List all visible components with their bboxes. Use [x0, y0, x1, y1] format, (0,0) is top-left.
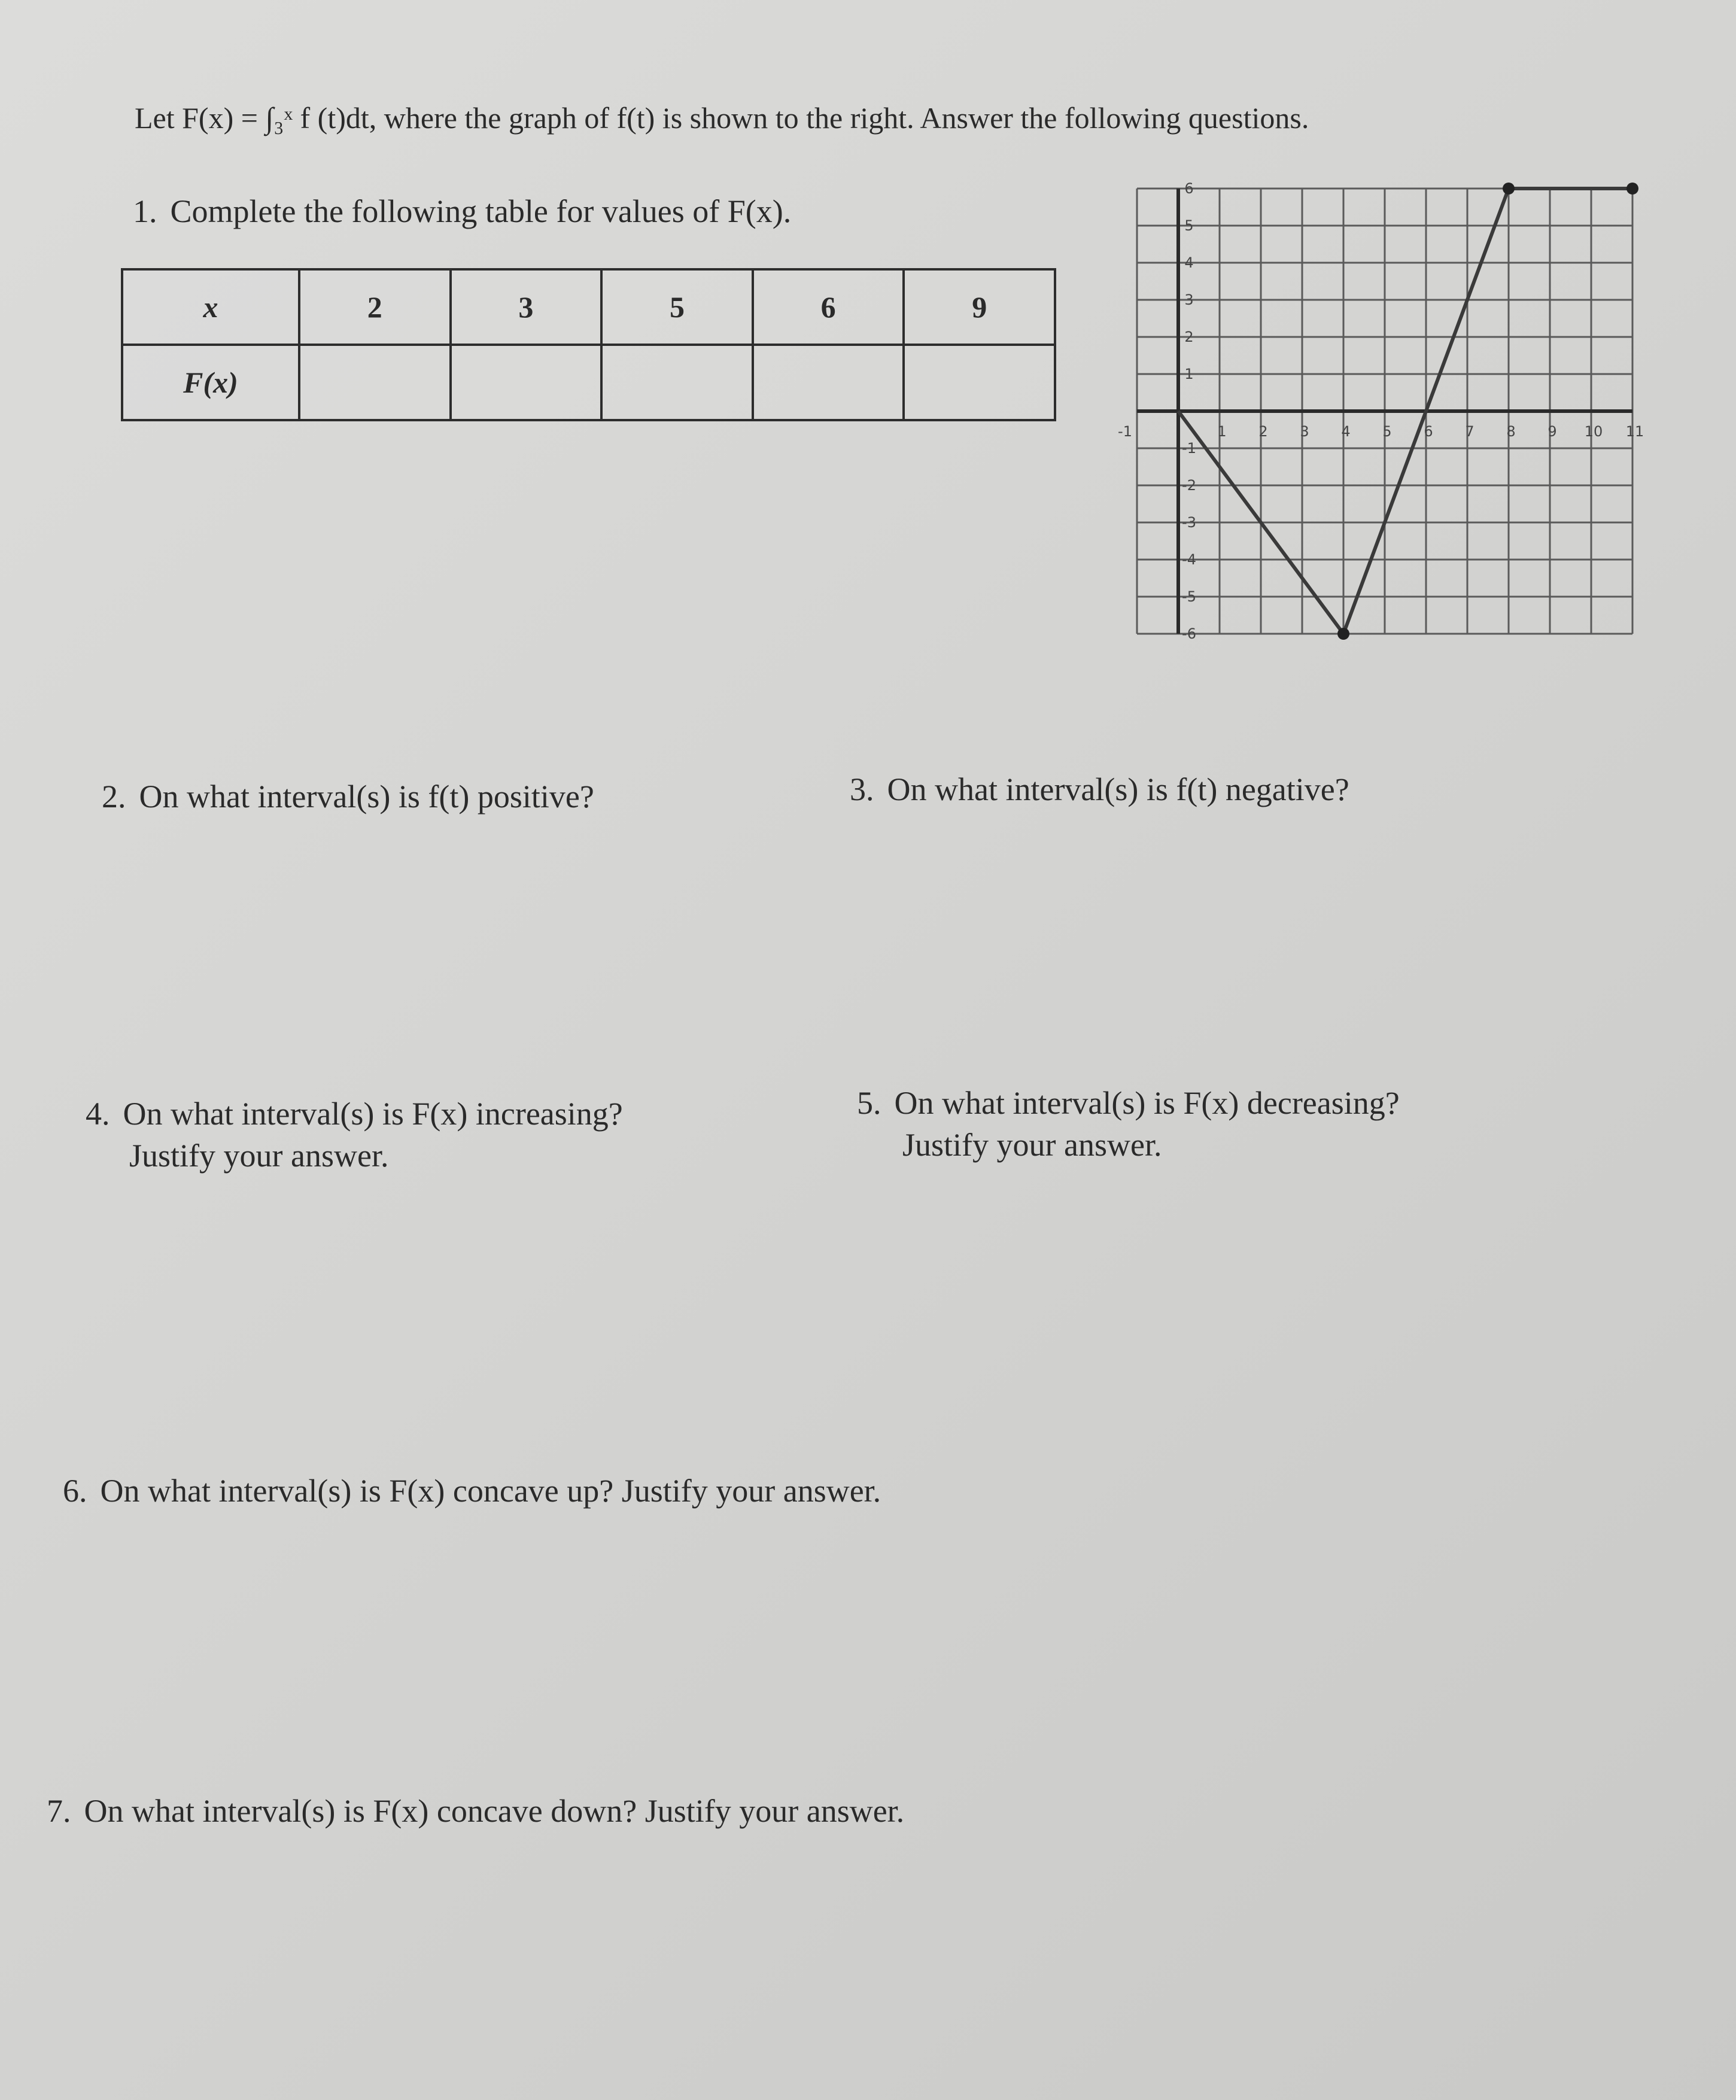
- question-5-line2: Justify your answer.: [902, 1127, 1162, 1163]
- question-1: [133, 193, 791, 230]
- question-2: [102, 778, 594, 815]
- table-answer-cell[interactable]: [753, 345, 904, 420]
- table-x-cell: 2: [299, 269, 451, 345]
- x-tick-label: 11: [1625, 423, 1644, 440]
- data-point: [1626, 183, 1638, 194]
- y-tick-label: -3: [1182, 514, 1196, 531]
- question-2-text: On what interval(s) is f(t) positive?: [139, 779, 594, 815]
- x-tick-label: 4: [1341, 423, 1351, 440]
- table-answer-cell[interactable]: [299, 345, 451, 420]
- question-5-line1: On what interval(s) is F(x) decreasing?: [894, 1085, 1400, 1121]
- integral-expression: ∫₃ˣ f (t)dt: [265, 101, 369, 135]
- question-6-number: 6.: [63, 1473, 87, 1509]
- table-label-Fx: F(x): [122, 345, 299, 420]
- question-5-number: 5.: [857, 1085, 881, 1121]
- intro-text: [135, 101, 1309, 135]
- y-tick-label: 5: [1184, 217, 1194, 234]
- y-tick-label: -4: [1182, 551, 1196, 568]
- y-tick-label: -5: [1182, 588, 1196, 605]
- question-1-text: Complete the following table for values of F(x).: [170, 193, 792, 229]
- x-tick-label: 2: [1258, 423, 1268, 440]
- x-tick-label: 7: [1465, 423, 1474, 440]
- table-x-cell: 3: [451, 269, 602, 345]
- intro-suffix: , where the graph of f(t) is shown to the right. Answer the following questions.: [369, 101, 1309, 135]
- x-tick-label: 1: [1217, 423, 1227, 440]
- table-row-x: [122, 269, 1055, 345]
- y-tick-label: 1: [1184, 366, 1194, 382]
- question-3-text: On what interval(s) is f(t) negative?: [887, 771, 1349, 807]
- data-point: [1503, 183, 1515, 194]
- table-answer-cell[interactable]: [601, 345, 753, 420]
- x-tick-label: 6: [1424, 423, 1433, 440]
- x-tick-label: -1: [1118, 423, 1132, 440]
- question-4-line1: On what interval(s) is F(x) increasing?: [123, 1096, 623, 1132]
- table-answer-cell[interactable]: [451, 345, 602, 420]
- x-tick-label: 10: [1584, 423, 1603, 440]
- question-6-text: On what interval(s) is F(x) concave up? Justify your answer.: [100, 1473, 881, 1509]
- table-row-F: [122, 345, 1055, 420]
- question-4: [86, 1095, 623, 1174]
- table-x-cell: 6: [753, 269, 904, 345]
- graph-f-of-t: [1101, 171, 1652, 649]
- data-point: [1337, 628, 1349, 640]
- intro-prefix: Let F(x) =: [135, 101, 266, 135]
- question-2-number: 2.: [102, 779, 126, 815]
- question-7: [47, 1792, 904, 1829]
- values-table: [121, 268, 1056, 421]
- x-tick-label: 8: [1506, 423, 1516, 440]
- question-1-number: 1.: [133, 193, 157, 229]
- y-tick-label: -6: [1182, 625, 1196, 642]
- table-answer-cell[interactable]: [904, 345, 1055, 420]
- y-tick-label: 3: [1184, 291, 1194, 308]
- question-7-text: On what interval(s) is F(x) concave down? Justify your answer.: [84, 1793, 905, 1829]
- question-4-number: 4.: [86, 1096, 110, 1132]
- table-x-cell: 9: [904, 269, 1055, 345]
- x-tick-label: 5: [1382, 423, 1392, 440]
- question-5: [857, 1084, 1400, 1163]
- y-tick-label: 4: [1184, 254, 1194, 271]
- x-tick-label: 9: [1547, 423, 1557, 440]
- x-tick-label: 3: [1300, 423, 1309, 440]
- question-7-number: 7.: [47, 1793, 71, 1829]
- table-label-x: x: [122, 269, 299, 345]
- question-6: [63, 1472, 881, 1509]
- question-4-line2: Justify your answer.: [129, 1138, 389, 1174]
- table-x-cell: 5: [601, 269, 753, 345]
- y-tick-label: 6: [1184, 180, 1194, 197]
- y-tick-label: -2: [1182, 477, 1196, 494]
- question-3-number: 3.: [850, 771, 874, 807]
- question-3: [850, 771, 1349, 808]
- y-tick-label: -1: [1182, 440, 1196, 457]
- y-tick-label: 2: [1184, 329, 1194, 345]
